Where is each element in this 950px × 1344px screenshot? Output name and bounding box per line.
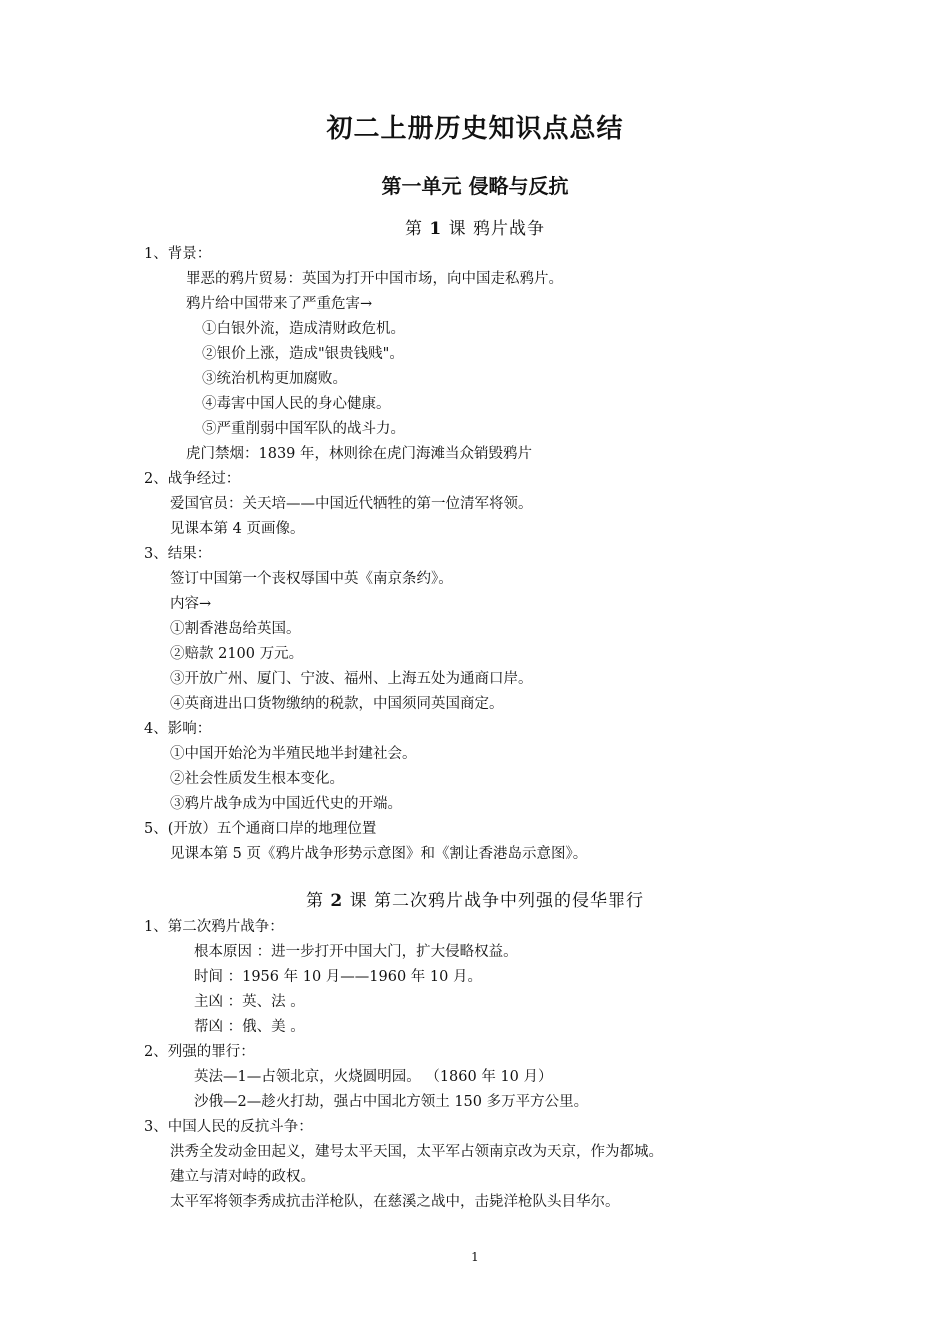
lesson-1-list-item: ②银价上涨，造成"银贵钱贱"。 — [202, 346, 404, 362]
lesson-1-list-item: ③开放广州、厦门、宁波、福州、上海五处为通商口岸。 — [170, 671, 533, 687]
lesson-2-line: 建立与清对峙的政权。 — [170, 1169, 315, 1185]
lesson-2-line: 英法—1—占领北京，火烧圆明园。 （1860 年 10 月） — [194, 1069, 553, 1085]
lesson-1-list-item: ②社会性质发生根本变化。 — [170, 771, 344, 787]
lesson-1-line: 爱国官员：关天培——中国近代牺牲的第一位清军将领。 — [170, 496, 533, 512]
page-number: 1 — [471, 1250, 479, 1264]
lesson-2-line: 太平军将领李秀成抗击洋枪队，在慈溪之战中，击毙洋枪队头目华尔。 — [170, 1194, 620, 1210]
lesson-2-line: 时间 ：1956 年 10 月——1960 年 10 月。 — [194, 969, 482, 985]
lesson-1-line: 见课本第 5 页《鸦片战争形势示意图》和《割让香港岛示意图》。 — [170, 846, 588, 862]
lesson-2-number: 2 — [330, 891, 344, 911]
lesson-1-line: 虎门禁烟：1839 年，林则徐在虎门海滩当众销毁鸦片 — [186, 446, 533, 462]
lesson-1-list-item: ④毒害中国人民的身心健康。 — [202, 396, 391, 412]
lesson-1-list-item: ④英商进出口货物缴纳的税款，中国须同英国商定。 — [170, 696, 504, 712]
lesson-1-heading-background: 1、背景： — [144, 246, 212, 262]
lesson-2-prefix: 第 — [305, 891, 331, 911]
lesson-1-line: 见课本第 4 页画像。 — [170, 521, 305, 537]
lesson-1-line: 签订中国第一个丧权辱国中英《南京条约》。 — [170, 571, 453, 587]
lesson-2-suffix: 课 第二次鸦片战争中列强的侵华罪行 — [343, 891, 645, 911]
lesson-2-line: 沙俄—2—趁火打劫，强占中国北方领土 150 多万平方公里。 — [194, 1094, 589, 1110]
lesson-1-heading-result: 3、结果： — [144, 546, 212, 562]
lesson-1-list-item: ②赔款 2100 万元。 — [170, 646, 304, 662]
lesson-1-heading-impact: 4、影响： — [144, 721, 212, 737]
lesson-1-prefix: 第 — [404, 219, 430, 239]
lesson-2-line: 洪秀全发动金田起义，建号太平天国，太平军占领南京改为天京，作为都城。 — [170, 1144, 663, 1160]
lesson-2-heading-war: 1、第二次鸦片战争： — [144, 919, 284, 935]
lesson-1-list-item: ③统治机构更加腐败。 — [202, 371, 347, 387]
lesson-2-line: 帮凶 ：俄、美 。 — [194, 1019, 305, 1035]
lesson-2-line: 主凶 ：英、法 。 — [194, 994, 305, 1010]
lesson-1-list-item: ⑤严重削弱中国军队的战斗力。 — [202, 421, 405, 437]
lesson-1-list-item: ①白银外流，造成清财政危机。 — [202, 321, 405, 337]
lesson-1-heading-ports: 5、(开放）五个通商口岸的地理位置 — [144, 821, 377, 837]
lesson-1-line: 内容→ — [170, 596, 212, 612]
lesson-1-list-item: ③鸦片战争成为中国近代史的开端。 — [170, 796, 402, 812]
lesson-2-title — [0, 886, 950, 911]
lesson-1-line: 鸦片给中国带来了严重危害→ — [186, 296, 373, 312]
unit-title: 第一单元 侵略与反抗 — [381, 174, 569, 198]
lesson-1-number: 1 — [429, 219, 443, 239]
lesson-1-heading-process: 2、战争经过： — [144, 471, 241, 487]
document-title: 初二上册历史知识点总结 — [326, 114, 624, 144]
lesson-2-heading-crimes: 2、列强的罪行： — [144, 1044, 255, 1060]
lesson-1-list-item: ①割香港岛给英国。 — [170, 621, 301, 637]
lesson-1-title — [0, 214, 950, 239]
lesson-2-heading-resistance: 3、中国人民的反抗斗争： — [144, 1119, 313, 1135]
lesson-1-line: 罪恶的鸦片贸易：英国为打开中国市场，向中国走私鸦片。 — [186, 271, 563, 287]
lesson-2-line: 根本原因 ：进一步打开中国大门，扩大侵略权益。 — [194, 944, 518, 960]
lesson-1-list-item: ①中国开始沦为半殖民地半封建社会。 — [170, 746, 417, 762]
lesson-1-suffix: 课 鸦片战争 — [442, 219, 546, 239]
